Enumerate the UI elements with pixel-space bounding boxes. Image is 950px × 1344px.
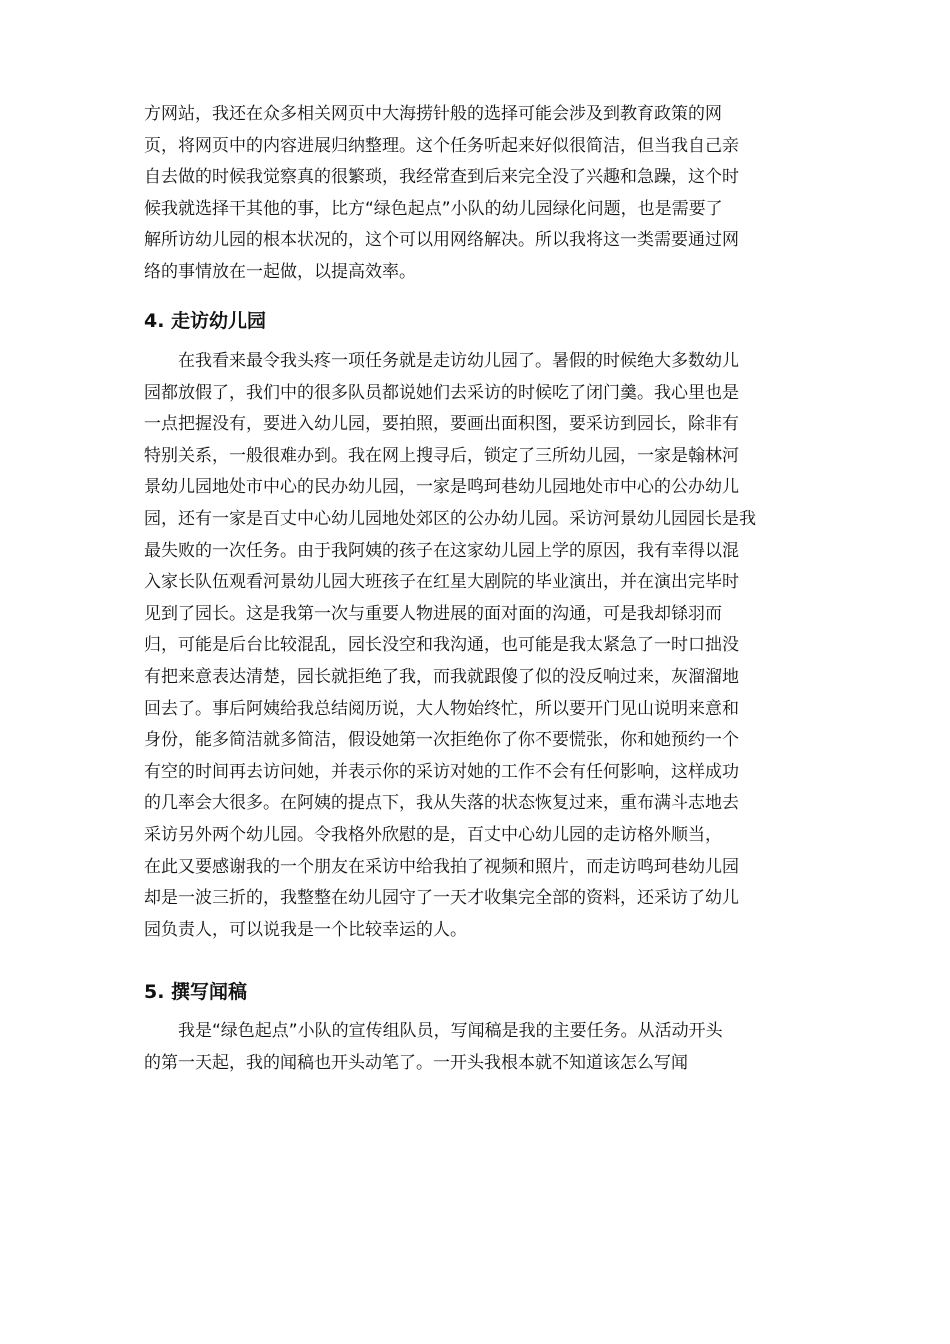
text-line: 的几率会大很多。在阿姨的提点下，我从失落的状态恢复过来，重布满斗志地去 (144, 793, 739, 814)
text-line: 景幼儿园地处市中心的民办幼儿园，一家是鸣珂巷幼儿园地处市中心的公办幼儿 (144, 477, 739, 498)
text-line: 在我看来最令我头疼一项任务就是走访幼儿园了。暑假的时候绝大多数幼儿 (144, 351, 739, 371)
text-line: 园，还有一家是百丈中心幼儿园地处郊区的公办幼儿园。采访河景幼儿园园长是我 (144, 508, 756, 529)
text-line: 页，将网页中的内容进展归纳整理。这个任务听起来好似很简洁，但当我自己亲 (144, 135, 739, 156)
text-line: 身份，能多简洁就多简洁，假设她第一次拒绝你了你不要慌张，你和她预约一个 (144, 730, 739, 751)
section-heading-write-news: 5. 撰写闻稿 (144, 981, 248, 1003)
text-line: 自去做的时候我觉察真的很繁琐，我经常查到后来完全没了兴趣和急躁，这个时 (144, 167, 739, 188)
text-line: 见到了园长。这是我第一次与重要人物进展的面对面的沟通，可是我却铩羽而 (144, 603, 722, 624)
text-line: 有空的时间再去访问她，并表示你的采访对她的工作不会有任何影响，这样成功 (144, 761, 739, 782)
text-line: 归，可能是后台比较混乱，园长没空和我沟通，也可能是我太紧急了一时口拙没 (144, 635, 739, 656)
text-line: 络的事情放在一起做，以提高效率。 (144, 261, 416, 282)
intro-paragraph (144, 99, 812, 289)
text-line: 园负责人，可以说我是一个比较幸运的人。 (144, 919, 467, 940)
section5-paragraph (144, 1016, 812, 1079)
text-line: 却是一波三折的，我整整在幼儿园守了一天才收集完全部的资料，还采访了幼儿 (144, 888, 739, 909)
text-line: 解所访幼儿园的根本状况的，这个可以用网络解决。所以我将这一类需要通过网 (144, 230, 739, 251)
text-line: 采访另外两个幼儿园。令我格外欣慰的是，百丈中心幼儿园的走访格外顺当， (144, 824, 722, 845)
section-heading-visit-kindergarten: 4. 走访幼儿园 (144, 310, 267, 332)
text-line: 园都放假了，我们中的很多队员都说她们去采访的时候吃了闭门羹。我心里也是 (144, 382, 739, 403)
section4-paragraph (144, 346, 812, 946)
text-line: 方网站，我还在众多相关网页中大海捞针般的选择可能会涉及到教育政策的网 (144, 104, 722, 124)
text-line: 候我就选择干其他的事，比方“绿色起点”小队的幼儿园绿化问题，也是需要了 (144, 198, 723, 219)
text-line: 我是“绿色起点”小队的宣传组队员，写闻稿是我的主要任务。从活动开头 (144, 1021, 723, 1041)
text-line: 特别关系，一般很难办到。我在网上搜寻后，锁定了三所幼儿园，一家是翰林河 (144, 445, 739, 466)
text-line: 入家长队伍观看河景幼儿园大班孩子在红星大剧院的毕业演出，并在演出完毕时 (144, 572, 739, 593)
text-line: 的第一天起，我的闻稿也开头动笔了。一开头我根本就不知道该怎么写闻 (144, 1052, 688, 1073)
text-line: 回去了。事后阿姨给我总结阅历说，大人物始终忙，所以要开门见山说明来意和 (144, 698, 739, 719)
text-line: 一点把握没有，要进入幼儿园，要拍照，要画出面积图，要采访到园长，除非有 (144, 414, 739, 435)
text-line: 有把来意表达清楚，园长就拒绝了我，而我就跟傻了似的没反响过来，灰溜溜地 (144, 666, 739, 687)
text-line: 最失败的一次任务。由于我阿姨的孩子在这家幼儿园上学的原因，我有幸得以混 (144, 540, 739, 561)
text-line: 在此又要感谢我的一个朋友在采访中给我拍了视频和照片，而走访鸣珂巷幼儿园 (144, 856, 739, 877)
